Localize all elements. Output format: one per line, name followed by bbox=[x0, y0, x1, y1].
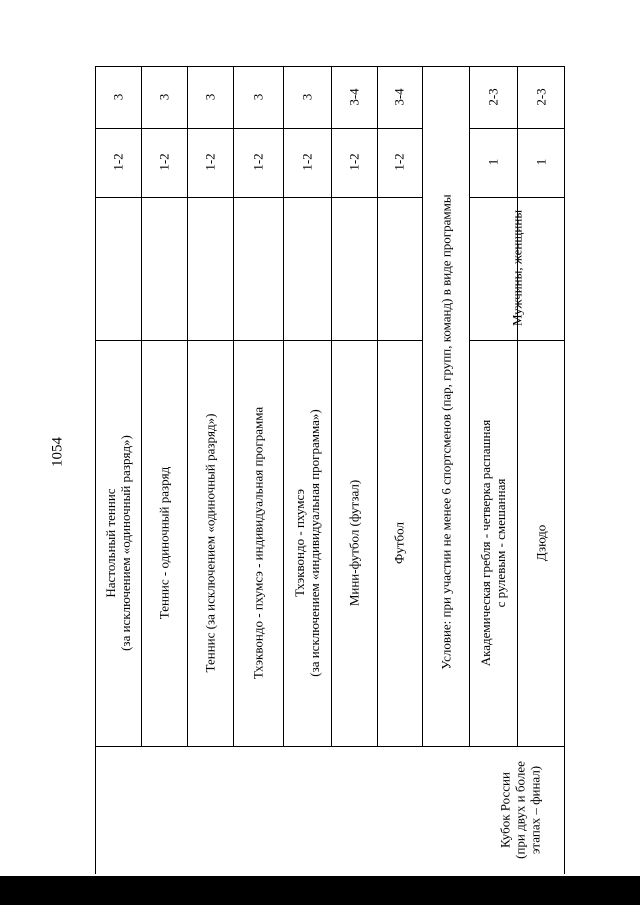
discipline-cell bbox=[347, 480, 362, 606]
row-line-7 bbox=[422, 66, 423, 746]
place-range-a: 1-2 bbox=[156, 153, 172, 171]
place-range-b: 3 bbox=[110, 93, 126, 101]
page-number: 1054 bbox=[49, 437, 66, 467]
discipline-line-1: Тхэквондо - пхумсэ - индивидуальная программа bbox=[250, 406, 266, 680]
row-line-5 bbox=[331, 66, 332, 746]
row-line-6 bbox=[377, 66, 378, 746]
row-line-8 bbox=[469, 66, 470, 746]
place-range-a: 1 bbox=[533, 158, 549, 166]
gender-cola-line-1 bbox=[95, 197, 422, 198]
competition-line-2: (при двух и более bbox=[512, 761, 528, 859]
discipline-line-2: (за исключением «одиночный разряд») bbox=[118, 435, 133, 651]
discipline-gender-line-1 bbox=[95, 340, 422, 341]
place-range-b: 2-3 bbox=[485, 88, 501, 106]
row-line-1 bbox=[141, 66, 142, 340]
competition-line-3: этапах – финал) bbox=[527, 765, 543, 855]
place-range-a: 1 bbox=[485, 158, 501, 166]
competition-cell bbox=[498, 761, 543, 859]
discipline-cell bbox=[534, 525, 549, 562]
place-range-a: 1-2 bbox=[110, 153, 126, 171]
discipline-line-1: Футбол bbox=[391, 522, 407, 564]
place-range-b: 2-3 bbox=[533, 88, 549, 106]
discipline-cell bbox=[478, 420, 508, 667]
row-line-4 bbox=[283, 66, 284, 746]
condition-text: Условие: при участии не менее 6 спортсменов (пар, групп, команд) в виде программы bbox=[438, 194, 454, 670]
cola-colb-line-1 bbox=[95, 128, 422, 129]
row-line-3 bbox=[233, 66, 234, 746]
discipline-line-1: Настольный теннис bbox=[103, 488, 118, 598]
discipline-cell bbox=[392, 522, 407, 564]
table-border-right bbox=[95, 66, 565, 67]
discipline-line-1: Тхэквондо - пхумсэ bbox=[292, 489, 307, 598]
discipline-line-2: с рулевым - смешанная bbox=[493, 478, 508, 608]
competition-line-1: Кубок России bbox=[497, 772, 513, 848]
place-range-b: 3 bbox=[202, 93, 218, 101]
discipline-line-1: Дзюдо bbox=[533, 524, 549, 562]
gender-cell: Мужчины, женщины bbox=[509, 209, 525, 327]
place-range-a: 1-2 bbox=[299, 153, 315, 171]
discipline-line-1: Теннис (за исключением «одиночный разряд») bbox=[202, 413, 218, 673]
discipline-line-2: (за исключением «индивидуальная программа») bbox=[307, 409, 322, 677]
place-range-a: 1-2 bbox=[250, 153, 266, 171]
discipline-cell bbox=[103, 435, 133, 651]
place-range-b: 3 bbox=[299, 93, 315, 101]
discipline-cell bbox=[251, 407, 266, 679]
place-range-a: 1-2 bbox=[346, 153, 362, 171]
competition-column-line bbox=[95, 746, 565, 747]
place-range-b: 3 bbox=[250, 93, 266, 101]
scan-bottom-border bbox=[0, 876, 640, 905]
discipline-cell bbox=[203, 414, 218, 673]
row-line-9b bbox=[517, 340, 518, 746]
place-range-a: 1-2 bbox=[202, 153, 218, 171]
place-range-a: 1-2 bbox=[391, 153, 407, 171]
discipline-line-1: Мини-футбол (футзал) bbox=[346, 479, 362, 607]
table-border-bottom bbox=[564, 66, 565, 874]
discipline-cell bbox=[292, 409, 322, 677]
discipline-cell bbox=[157, 467, 172, 619]
place-range-b: 3-4 bbox=[346, 88, 362, 106]
place-range-b: 3-4 bbox=[391, 88, 407, 106]
table-border-top bbox=[95, 66, 96, 874]
discipline-line-1: Теннис - одиночный разряд bbox=[156, 466, 172, 620]
row-line-1b bbox=[141, 340, 142, 746]
row-line-2 bbox=[187, 66, 188, 746]
discipline-line-1: Академическая гребля - четверка распашная bbox=[478, 419, 493, 667]
place-range-b: 3 bbox=[156, 93, 172, 101]
